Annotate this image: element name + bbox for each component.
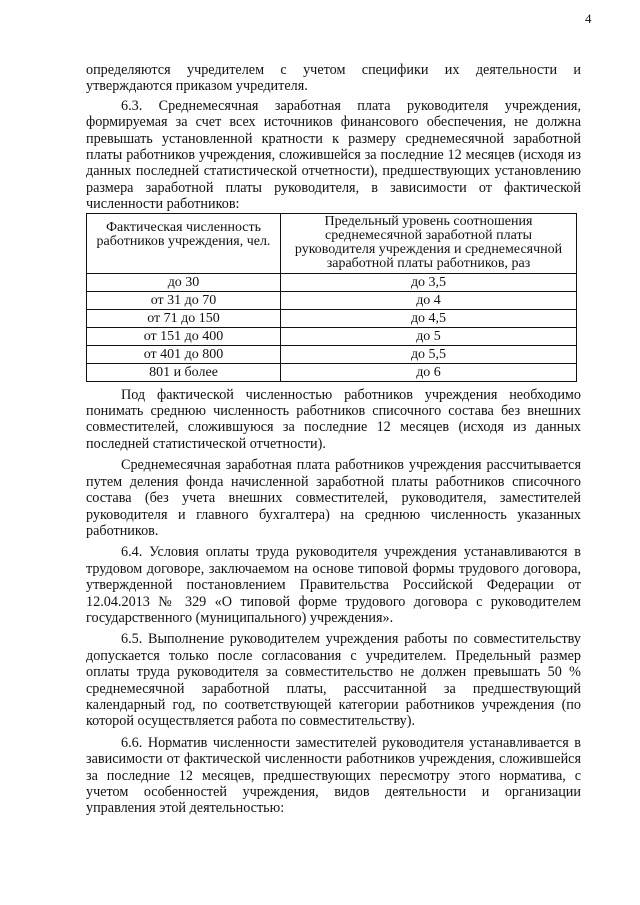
paragraph-headcount-definition: Под фактической численностью работников учреждения необходимо понимать среднюю численность работников списочного состава без внешних совместителей, сложившуюся за последние 12 месяцев (исходя из данных последней статистической отчетности). [86, 386, 581, 452]
table-header-headcount: Фактическая численность работников учреждения, чел. [87, 213, 281, 273]
table-cell-ratio: до 3,5 [281, 273, 577, 291]
table-row [87, 345, 577, 363]
paragraph-6-3: 6.3. Среднемесячная заработная плата руководителя учреждения, формируемая за счет всех источников финансового обеспечения, не должна превышать установленной кратности к размеру среднемесячной заработной платы работников учреждения, сложившейся за последние 12 месяцев (исходя из данных последней статистической отчетности), предшествующих установлению размера заработной платы руководителя, в зависимости от фактической численности работников: [86, 97, 581, 213]
table-row [87, 363, 577, 381]
paragraph-continuation: определяются учредителем с учетом специфики их деятельности и утверждаются приказом учредителя. [86, 62, 581, 95]
paragraph-6-5: 6.5. Выполнение руководителем учреждения работы по совместительству допускается только после согласования с учредителем. Предельный размер оплаты труда руководителя за совместительство не должен превышать 50 % среднемесячной заработной платы, рассчитанной за предшествующий календарный год, по соответствующей категории работников учреждения (по которой осуществляется работа по совместительству). [86, 631, 581, 730]
table-header-ratio: Предельный уровень соотношения среднемесячной заработной платы руководителя учреждения и среднемесячной заработной платы работников, раз [281, 213, 577, 273]
table-cell-headcount: до 30 [87, 273, 281, 291]
table-header-row [87, 213, 577, 273]
table-cell-headcount: от 31 до 70 [87, 291, 281, 309]
table-cell-ratio: до 4,5 [281, 309, 577, 327]
page-number: 4 [585, 11, 592, 26]
table-cell-headcount: 801 и более [87, 363, 281, 381]
table-cell-ratio: до 4 [281, 291, 577, 309]
table-row [87, 291, 577, 309]
paragraph-average-salary: Среднемесячная заработная плата работников учреждения рассчитывается путем деления фонда начисленной заработной платы работников списочного состава (без учета внешних совместителей, руководителя, заместителей руководителя и главного бухгалтера) на среднюю численность указанных работников. [86, 457, 581, 539]
table-row [87, 309, 577, 327]
table-row [87, 273, 577, 291]
document-body [86, 62, 581, 817]
table-cell-ratio: до 5 [281, 327, 577, 345]
table-cell-headcount: от 151 до 400 [87, 327, 281, 345]
table-cell-headcount: от 401 до 800 [87, 345, 281, 363]
table-cell-ratio: до 5,5 [281, 345, 577, 363]
paragraph-6-4: 6.4. Условия оплаты труда руководителя учреждения устанавливаются в трудовом договоре, заключаемом на основе типовой формы трудового договора, утвержденной постановлением Правительства Российской Федерации от 12.04.2013 № 329 «О типовой форме трудового договора с руководителем государственного (муниципального) учреждения». [86, 544, 581, 626]
table-cell-ratio: до 6 [281, 363, 577, 381]
paragraph-6-6: 6.6. Норматив численности заместителей руководителя устанавливается в зависимости от фактической численности работников учреждения, сложившейся за последние 12 месяцев, предшествующих пересмотру этого норматива, с учетом особенностей учреждения, видов деятельности и организации управления этой деятельностью: [86, 734, 581, 817]
table-cell-headcount: от 71 до 150 [87, 309, 281, 327]
table-row [87, 327, 577, 345]
salary-ratio-table [86, 213, 577, 382]
